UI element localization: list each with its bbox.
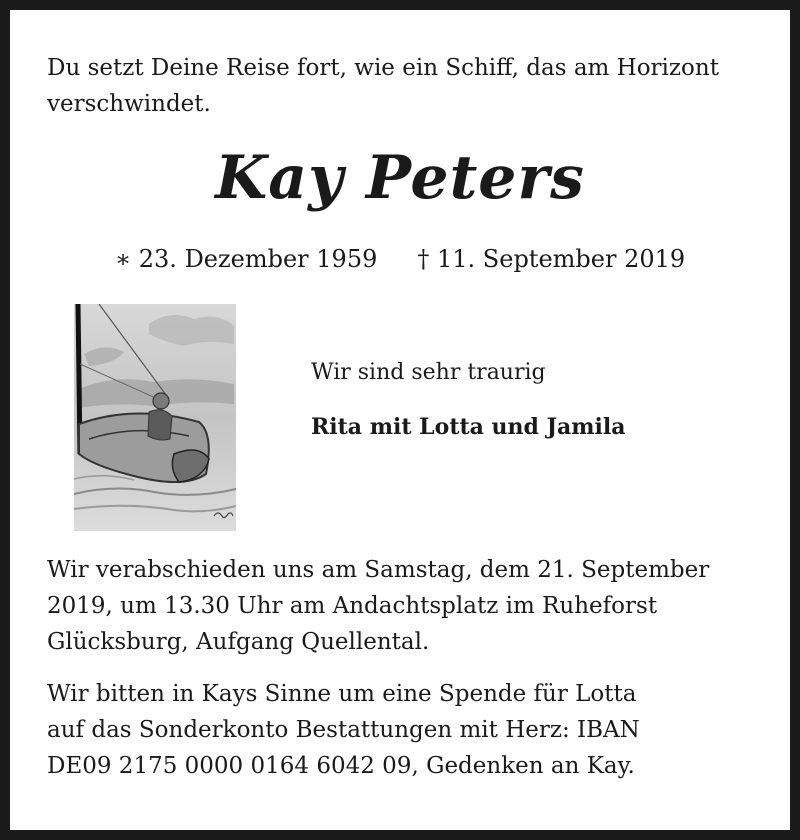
death-date: † 11. September 2019: [417, 245, 686, 273]
motto-text: Du setzt Deine Reise fort, wie ein Schiff, das am Horizont verschwindet.: [47, 55, 719, 117]
sailboat-sketch-image: [74, 304, 236, 531]
donation-line: Wir bitten in Kays Sinne um eine Spende für Lotta: [47, 681, 637, 707]
ceremony-line: 2019, um 13.30 Uhr am Andachtsplatz im Ruheforst: [47, 593, 658, 619]
mourning-text: Wir sind sehr traurig: [311, 360, 546, 385]
ceremony-line: Wir verabschieden uns am Samstag, dem 21. September: [47, 557, 710, 583]
donation-paragraph: [47, 676, 767, 784]
ceremony-line: Glücksburg, Aufgang Quellental.: [47, 629, 430, 655]
family-names: Rita mit Lotta und Jamila: [311, 414, 626, 440]
life-dates: [0, 247, 800, 271]
deceased-name: Kay Peters: [215, 143, 585, 213]
birth-date: ∗ 23. Dezember 1959: [114, 245, 378, 273]
donation-line: DE09 2175 0000 0164 6042 09, Gedenken an Kay.: [47, 753, 635, 779]
ceremony-paragraph: [47, 552, 767, 660]
donation-line: auf das Sonderkonto Bestattungen mit Herz: IBAN: [47, 717, 640, 743]
